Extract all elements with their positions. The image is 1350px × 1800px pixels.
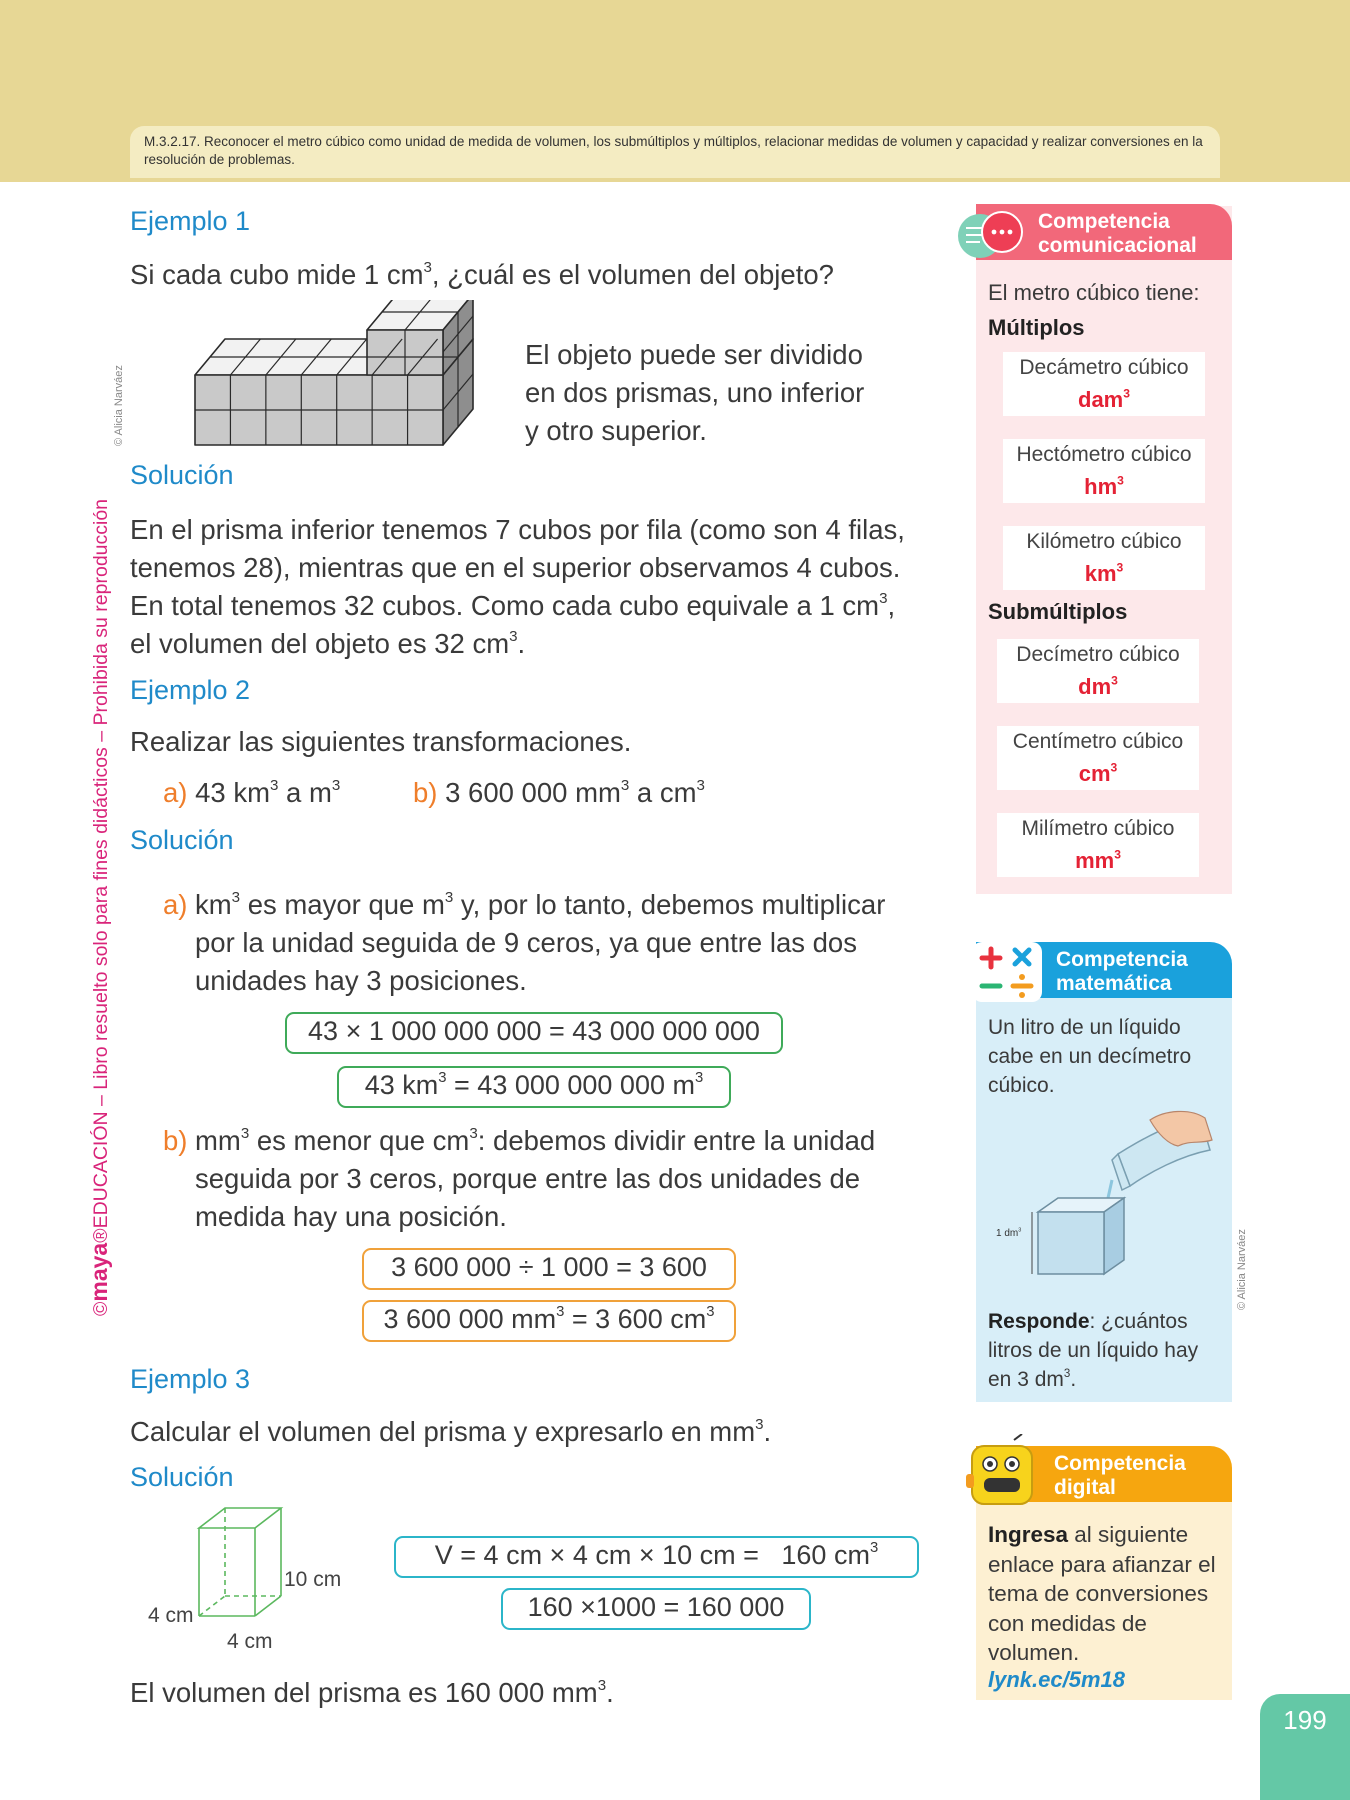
cube-stack-illustration bbox=[190, 300, 480, 450]
bottle-pouring-illustration bbox=[1000, 1110, 1226, 1300]
example-1-description: El objeto puede ser dividido en dos prismas, uno inferior y otro superior. bbox=[525, 339, 865, 446]
page-number: 199 bbox=[1260, 1694, 1350, 1800]
example-3-conclusion: El volumen del prisma es 160 000 $mm^3$. bbox=[130, 1676, 614, 1708]
digital-text: Ingresa al siguiente enlace para afianzar el tema de conversiones con medidas de volumen. bbox=[988, 1522, 1216, 1665]
unit-card: Decímetro cúbico $dm^3$ bbox=[997, 639, 1199, 703]
math-question: Responde: ¿cuántos litros de un líquido hay en 3 $dm^3$. bbox=[988, 1310, 1199, 1391]
prism-depth-label: 4 cm bbox=[227, 1630, 273, 1653]
math-operations-icon bbox=[970, 938, 1046, 1006]
prism-illustration bbox=[196, 1504, 296, 1624]
cubic-meter-intro: El metro cúbico tiene: bbox=[988, 280, 1200, 305]
example-1-solution-heading: Solución bbox=[130, 460, 234, 490]
example-2-heading: Ejemplo 2 bbox=[130, 675, 251, 705]
unit-card: Hectómetro cúbico $hm^3$ bbox=[1003, 439, 1205, 503]
solution-b-text: $mm^3$ es menor que $cm^3$: debemos dividir entre la unidad seguida por 3 ceros, porque entre las dos unidades de medida hay una posición. bbox=[195, 1124, 876, 1232]
example-1-solution-text: En el prisma inferior tenemos 7 cubos por fila (como son 4 filas, tenemos 28), mientras que en el superior observamos 4 cubos. En total tenemos 32 cubos. Como cada cubo equivale a 1 $cm^3$, el volumen del objeto es 32 $cm^3$. bbox=[130, 514, 905, 659]
equation-a-result: 43 $km^3 = 43$ 000 000 000 $m^3$ bbox=[337, 1066, 731, 1108]
multiples-heading: Múltiplos bbox=[988, 315, 1085, 340]
digital-title: Competencia digital bbox=[1054, 1452, 1186, 1499]
example-1-question: Si cada cubo mide 1 $cm^3$, ¿cuál es el volumen del objeto? bbox=[130, 258, 834, 290]
resource-link[interactable]: lynk.ec/5m18 bbox=[988, 1667, 1125, 1692]
unit-card: Decámetro cúbico dam$^3$ bbox=[1003, 352, 1205, 416]
equation-a-multiplication: 43 × 1 000 000 000 = 43 000 000 000 bbox=[285, 1012, 783, 1054]
solution-a-label: a) bbox=[163, 889, 188, 920]
equation-b-division: 3 600 000 ÷ 1 000 = 3 600 bbox=[362, 1248, 736, 1290]
equation-conversion: 160 ×1000 = 160 000 bbox=[501, 1588, 811, 1630]
copyright-mark: © bbox=[90, 1301, 112, 1316]
prism-height-label: 10 cm bbox=[284, 1568, 342, 1591]
example-2-item-b: b) 3 600 000 $mm^3$ a $cm^3$ bbox=[413, 776, 705, 808]
prism-width-label: 4 cm bbox=[148, 1604, 194, 1627]
example-2-solution-heading: Solución bbox=[130, 825, 234, 855]
solution-a-text: $km^3$ es mayor que $m^3$ y, por lo tanto, debemos multiplicar por la unidad seguida de 9 ceros, ya que entre las dos unidades hay 3 posiciones. bbox=[195, 888, 886, 996]
liter-fact: Un litro de un líquido cabe en un decímetro cúbico. bbox=[988, 1016, 1192, 1097]
submultiples-heading: Submúltiplos bbox=[988, 599, 1128, 624]
illustration-credit: © Alicia Narváez bbox=[113, 365, 125, 446]
example-3-heading: Ejemplo 3 bbox=[130, 1364, 251, 1394]
unit-card: Milímetro cúbico $mm^3$ bbox=[997, 813, 1199, 877]
robot-mascot-icon bbox=[966, 1434, 1046, 1512]
spine-text: EDUCACIÓN – Libro resuelto solo para fines didácticos – Prohibida su reproducción bbox=[90, 498, 112, 1229]
illustration-credit: © Alicia Narváez bbox=[1236, 1229, 1248, 1310]
brand-logo: maya bbox=[86, 1242, 112, 1302]
curriculum-objective: M.3.2.17. Reconocer el metro cúbico como unidad de medida de volumen, los submúltiplos y múltiplos, relacionar medidas de volumen y capacidad y realizar conversiones en la resolución de problemas. bbox=[130, 126, 1220, 178]
equation-volume: V = 4 cm × 4 cm × 10 cm = 160 $cm^3$ bbox=[394, 1536, 919, 1578]
example-2-prompt: Realizar las siguientes transformaciones. bbox=[130, 726, 632, 757]
spine-copyright bbox=[86, 499, 113, 1316]
speech-bubbles-icon bbox=[954, 208, 1026, 264]
solution-b-label: b) bbox=[163, 1125, 188, 1156]
math-title: Competencia matemática bbox=[1056, 948, 1188, 995]
example-1-heading: Ejemplo 1 bbox=[130, 206, 251, 236]
equation-b-result: 3 600 000 $mm^3 = 3$ 600 $cm^3$ bbox=[362, 1300, 736, 1342]
unit-card: Centímetro cúbico $cm^3$ bbox=[997, 726, 1199, 790]
communicational-title: Competencia comunicacional bbox=[1038, 210, 1197, 257]
registered-mark: ® bbox=[90, 1228, 112, 1243]
cube-dimension-label: 1 $dm^3$ bbox=[996, 1227, 1022, 1239]
unit-card: Kilómetro cúbico $km^3$ bbox=[1003, 526, 1205, 590]
example-3-prompt: Calcular el volumen del prisma y expresarlo en $mm^3$. bbox=[130, 1415, 772, 1447]
example-2-item-a: a) 43 $km^3$ a $m^3$ bbox=[163, 776, 341, 808]
example-3-solution-heading: Solución bbox=[130, 1462, 234, 1492]
